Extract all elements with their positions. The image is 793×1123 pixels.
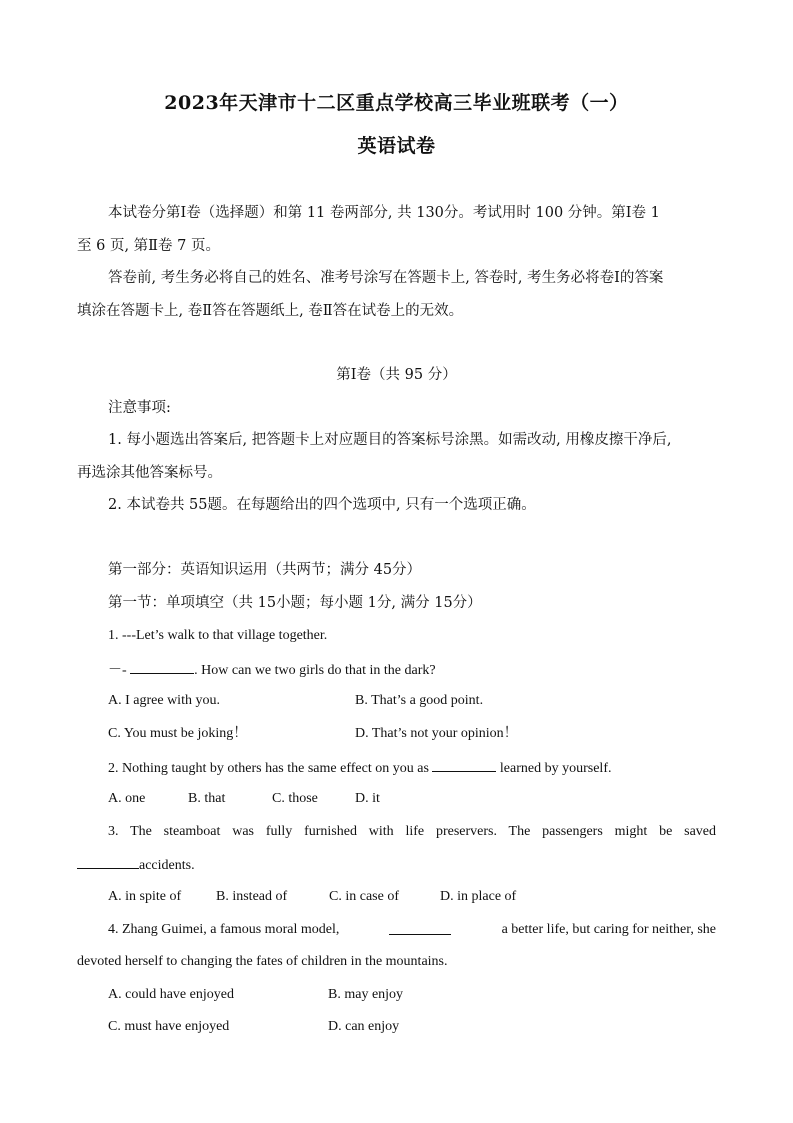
q1-blank xyxy=(130,659,194,674)
q3-stem-line2 xyxy=(77,854,195,876)
q1-option-a: A. I agree with you. xyxy=(108,693,220,708)
q2-stem-pre: 2. Nothing taught by others has the same effect on you as xyxy=(108,761,433,776)
q4-option-a: A. could have enjoyed xyxy=(108,987,234,1002)
q2-option-a: A. one xyxy=(108,791,146,806)
q1-stem-line1: 1. ---Let’s walk to that village together. xyxy=(108,628,328,643)
exam-title: 2023年天津市十二区重点学校高三毕业班联考（一） xyxy=(164,92,629,114)
q4-stem-line1-pre: 4. Zhang Guimei, a famous moral model, xyxy=(108,922,340,937)
q3-option-c: C. in case of xyxy=(329,889,399,904)
q4-option-d: D. can enjoy xyxy=(328,1019,400,1034)
q4-blank xyxy=(389,920,451,935)
q1-stem-line2-text: . How can we two girls do that in the dark? xyxy=(194,663,436,678)
q2-stem-post: learned by yourself. xyxy=(496,761,612,776)
q2-option-d: D. it xyxy=(355,791,380,806)
q3-blank xyxy=(77,854,139,869)
notice-title: 注意事项: xyxy=(108,400,171,416)
q1-option-d: D. That’s not your opinion！ xyxy=(355,726,518,741)
volume1-heading: 第Ⅰ卷（共 95 分） xyxy=(336,367,457,383)
part1-heading: 第一部分：英语知识运用（共两节；满分 45分） xyxy=(108,562,422,578)
q2-option-b: B. that xyxy=(188,791,226,806)
q3-option-b: B. instead of xyxy=(216,889,288,904)
q1-option-b: B. That’s a good point. xyxy=(355,693,484,708)
q3-stem-line2-text: accidents. xyxy=(139,858,195,873)
intro-p2-line2: 填涂在答题卡上, 卷Ⅱ答在答题纸上, 卷Ⅱ答在试卷上的无效。 xyxy=(77,303,464,319)
q3-option-a: A. in spite of xyxy=(108,889,182,904)
q2-option-c: C. those xyxy=(272,791,318,806)
notice2: 2. 本试卷共 55题。在每题给出的四个选项中, 只有一个选项正确。 xyxy=(108,497,536,513)
notice1-line2: 再选涂其他答案标号。 xyxy=(77,465,222,481)
q3-stem-line1: 3. The steamboat was fully furnished with life preservers. The passengers might be saved xyxy=(108,824,716,839)
exam-subtitle: 英语试卷 xyxy=(357,135,436,157)
q1-dash: －- xyxy=(108,663,131,678)
q2-stem xyxy=(108,757,611,779)
intro-p1-line2: 至 6 页, 第Ⅱ卷 7 页。 xyxy=(77,238,220,254)
q4-stem-line1 xyxy=(108,920,716,940)
q2-blank xyxy=(432,757,496,772)
q4-stem-line1-post: a better life, but caring for neither, she xyxy=(501,922,716,937)
q4-stem-line2: devoted herself to changing the fates of children in the mountains. xyxy=(77,954,448,969)
notice1-line1: 1. 每小题选出答案后, 把答题卡上对应题目的答案标号涂黑。如需改动, 用橡皮擦干净后, xyxy=(108,432,672,448)
q3-option-d: D. in place of xyxy=(440,889,517,904)
q4-option-c: C. must have enjoyed xyxy=(108,1019,230,1034)
section1-heading: 第一节：单项填空（共 15小题；每小题 1分, 满分 15分） xyxy=(108,595,482,611)
intro-p2-line1: 答卷前, 考生务必将自己的姓名、准考号涂写在答题卡上, 答卷时, 考生务必将卷Ⅰ的答案 xyxy=(108,270,664,286)
intro-p1-line1: 本试卷分第Ⅰ卷（选择题）和第 11 卷两部分, 共 130分。考试用时 100 分钟。第Ⅰ卷 1 xyxy=(108,205,660,221)
q1-option-c: C. You must be joking！ xyxy=(108,726,248,741)
q1-stem-line2 xyxy=(108,659,436,681)
q4-option-b: B. may enjoy xyxy=(328,987,404,1002)
